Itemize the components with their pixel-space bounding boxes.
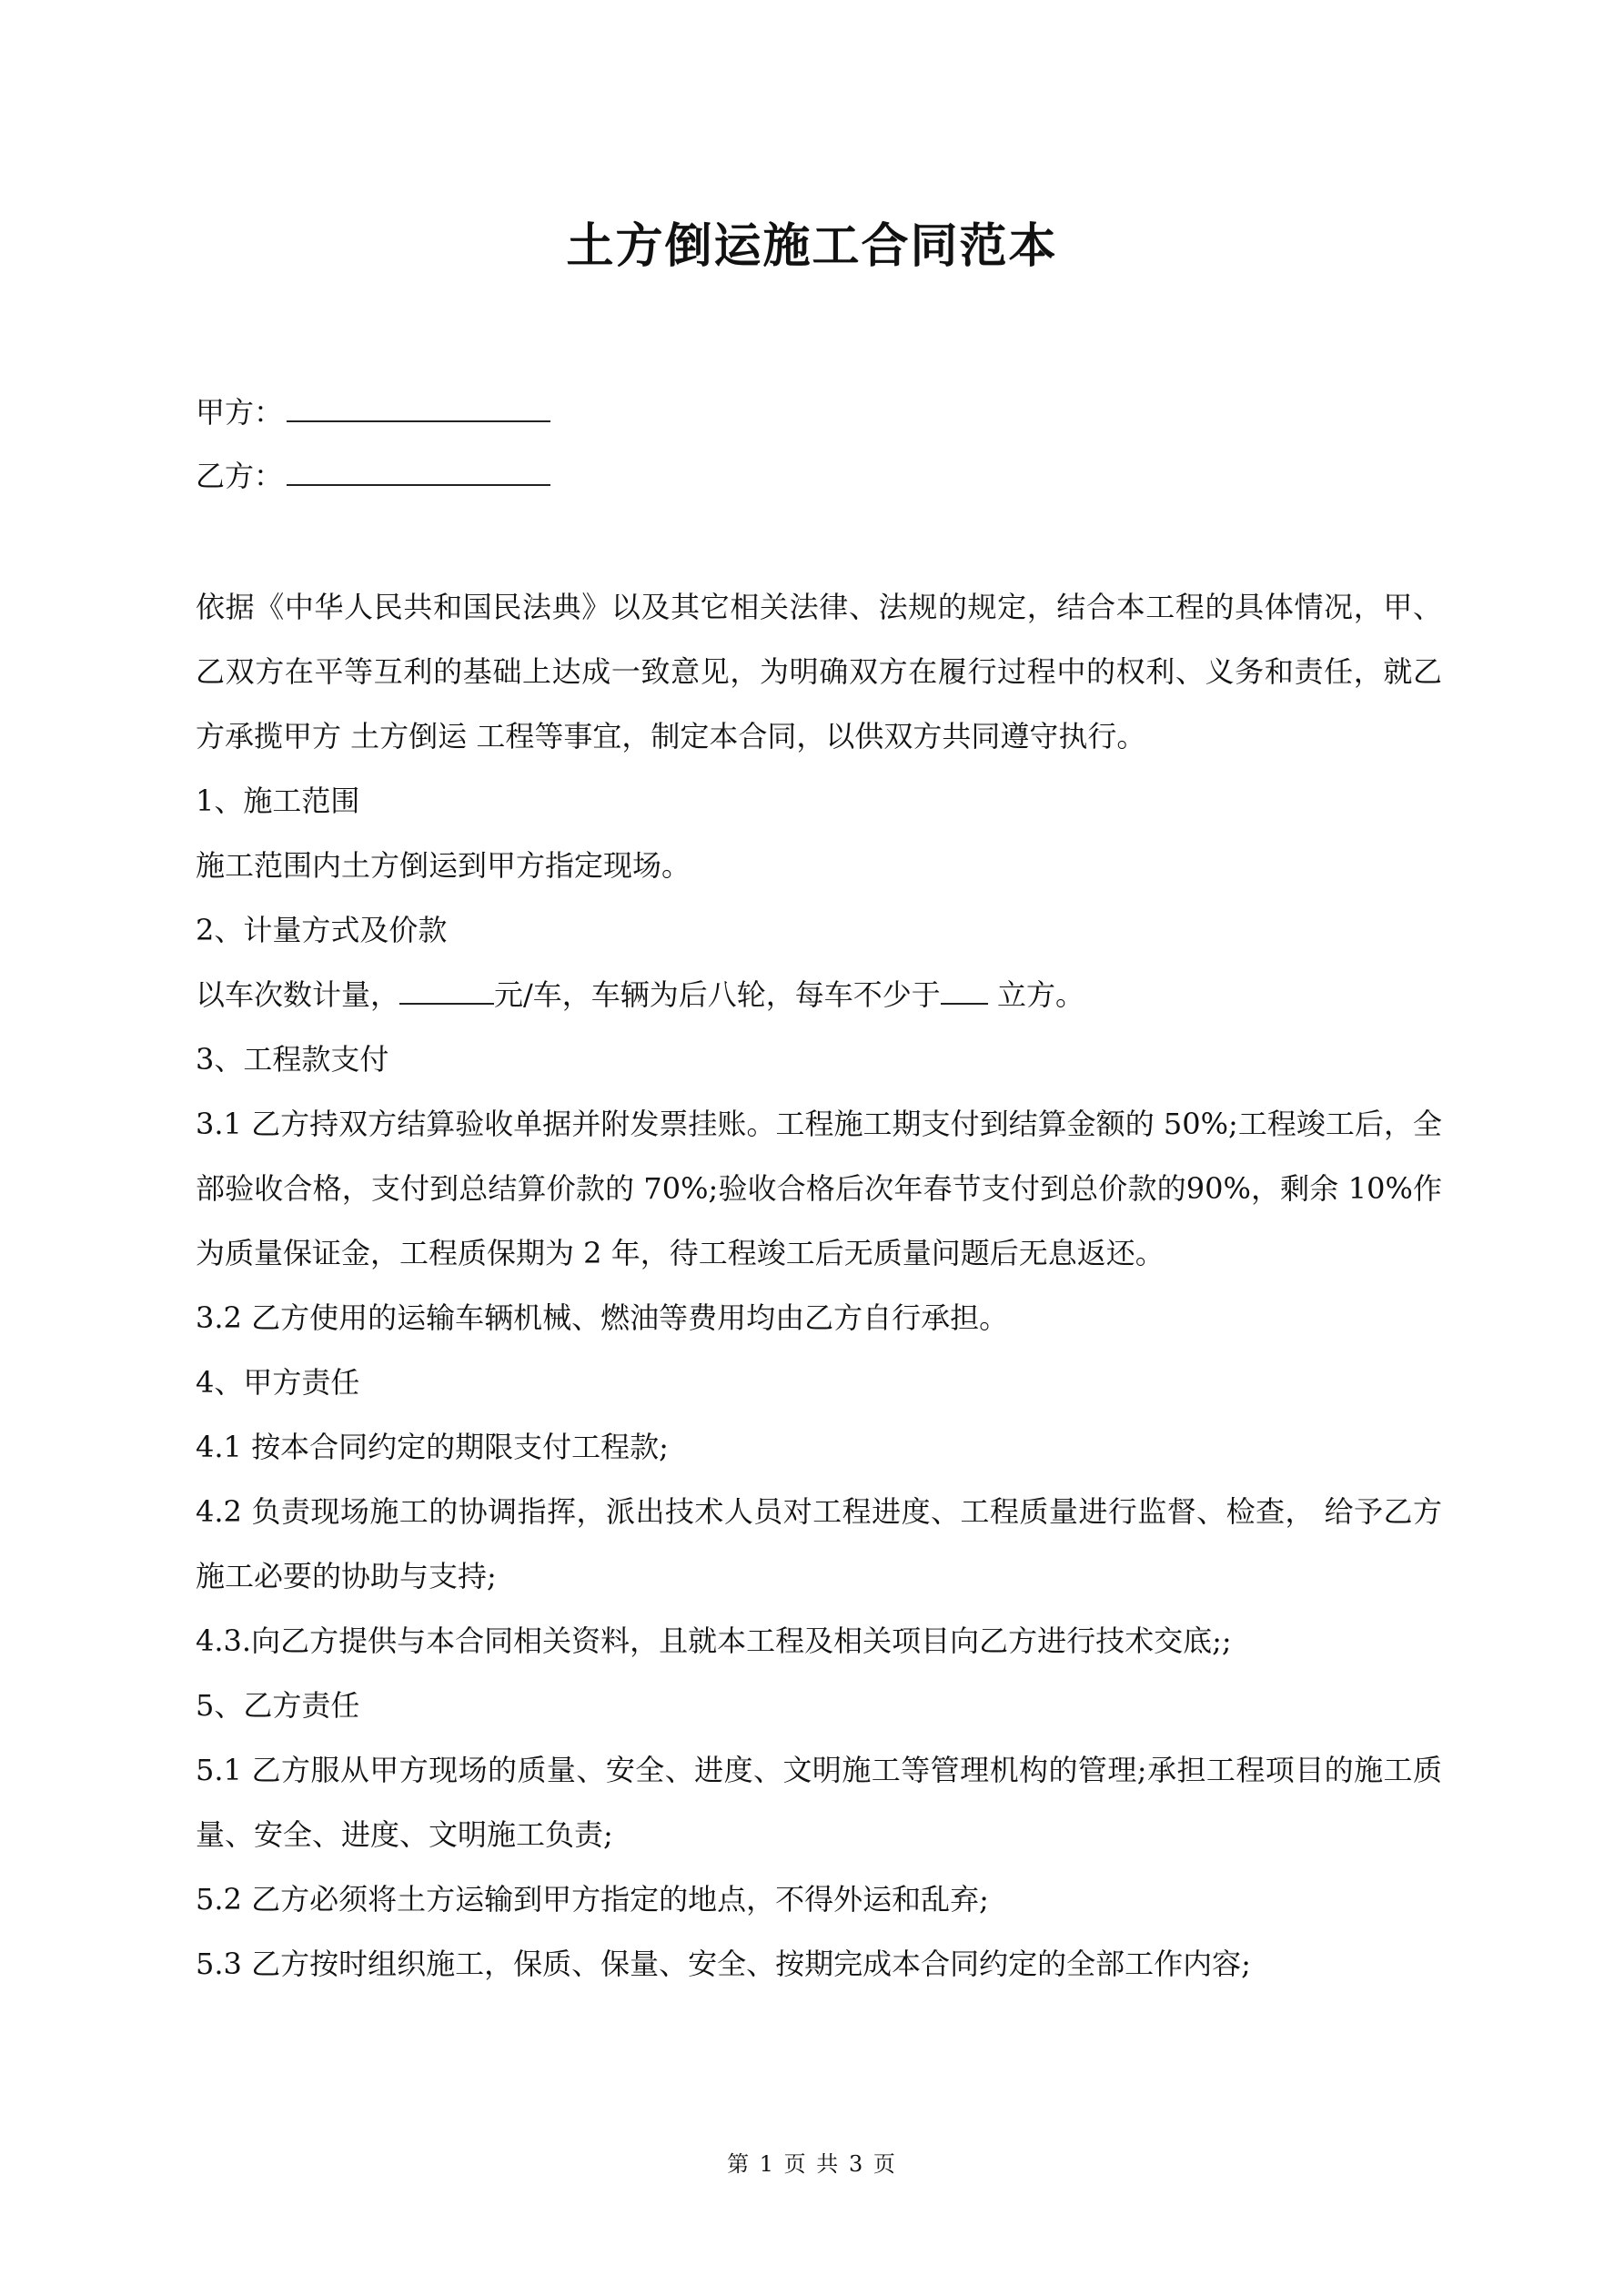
section-5-heading: 5、乙方责任 — [196, 1688, 360, 1723]
party-a-label: 甲方： — [196, 395, 284, 430]
section-1-text: 施工范围内土方倒运到甲方指定现场。 — [196, 848, 691, 883]
section-1-heading: 1、施工范围 — [196, 784, 360, 818]
party-b-line — [196, 453, 550, 495]
pricing-text-b: 元/车，车辆为后八轮，每车不少于 — [494, 977, 941, 1012]
party-b-label: 乙方： — [196, 459, 284, 493]
contract-body — [196, 575, 1442, 1997]
section-4-heading: 4、甲方责任 — [196, 1365, 360, 1400]
price-blank — [399, 976, 494, 1005]
intro-paragraph: 依据《中华人民共和国民法典》以及其它相关法律、法规的规定，结合本工程的具体情况，甲、乙双方在平等互利的基础上达成一致意见，为明确双方在履行过程中的权利、义务和责任，就乙方承揽甲方 土方倒运 工程等事宜，制定本合同，以供双方共同遵守执行。 — [196, 590, 1442, 754]
clause-4-2: 4.2 负责现场施工的协调指挥，派出技术人员对工程进度、工程质量进行监督、检查， 给予乙方施工必要的协助与支持; — [196, 1494, 1442, 1593]
pricing-text-a: 以车次数计量， — [196, 977, 400, 1012]
party-a-line — [196, 389, 550, 431]
pricing-text-c: 立方。 — [987, 977, 1084, 1012]
clause-3-2: 3.2 乙方使用的运输车辆机械、燃油等费用均由乙方自行承担。 — [196, 1300, 1009, 1335]
section-2-heading: 2、计量方式及价款 — [196, 913, 448, 947]
clause-3-1: 3.1 乙方持双方结算验收单据并附发票挂账。工程施工期支付到结算金额的 50%;工程竣工后，全部验收合格，支付到总结算价款的 70%;验收合格后次年春节支付到总价款的90%，剩余 10%作为质量保证金，工程质保期为 2 年，待工程竣工后无质量问题后无息返还。 — [196, 1107, 1442, 1270]
clause-4-1: 4.1 按本合同约定的期限支付工程款; — [196, 1430, 669, 1464]
volume-blank — [941, 976, 988, 1005]
document-title: 土方倒运施工合同范本 — [566, 218, 1058, 274]
section-2-text — [196, 963, 1442, 1027]
clause-5-2: 5.2 乙方必须将土方运输到甲方指定的地点，不得外运和乱弃; — [196, 1882, 989, 1917]
page-footer: 第 1 页 共 3 页 — [727, 2151, 897, 2177]
party-a-blank — [287, 393, 550, 422]
clause-4-3: 4.3.向乙方提供与本合同相关资料，且就本工程及相关项目向乙方进行技术交底;; — [196, 1623, 1232, 1658]
section-3-heading: 3、工程款支付 — [196, 1042, 389, 1077]
clause-5-3: 5.3 乙方按时组织施工，保质、保量、安全、按期完成本合同约定的全部工作内容; — [196, 1947, 1251, 1981]
clause-5-1: 5.1 乙方服从甲方现场的质量、安全、进度、文明施工等管理机构的管理;承担工程项目的施工质量、安全、进度、文明施工负责; — [196, 1753, 1442, 1852]
party-b-blank — [287, 457, 550, 486]
